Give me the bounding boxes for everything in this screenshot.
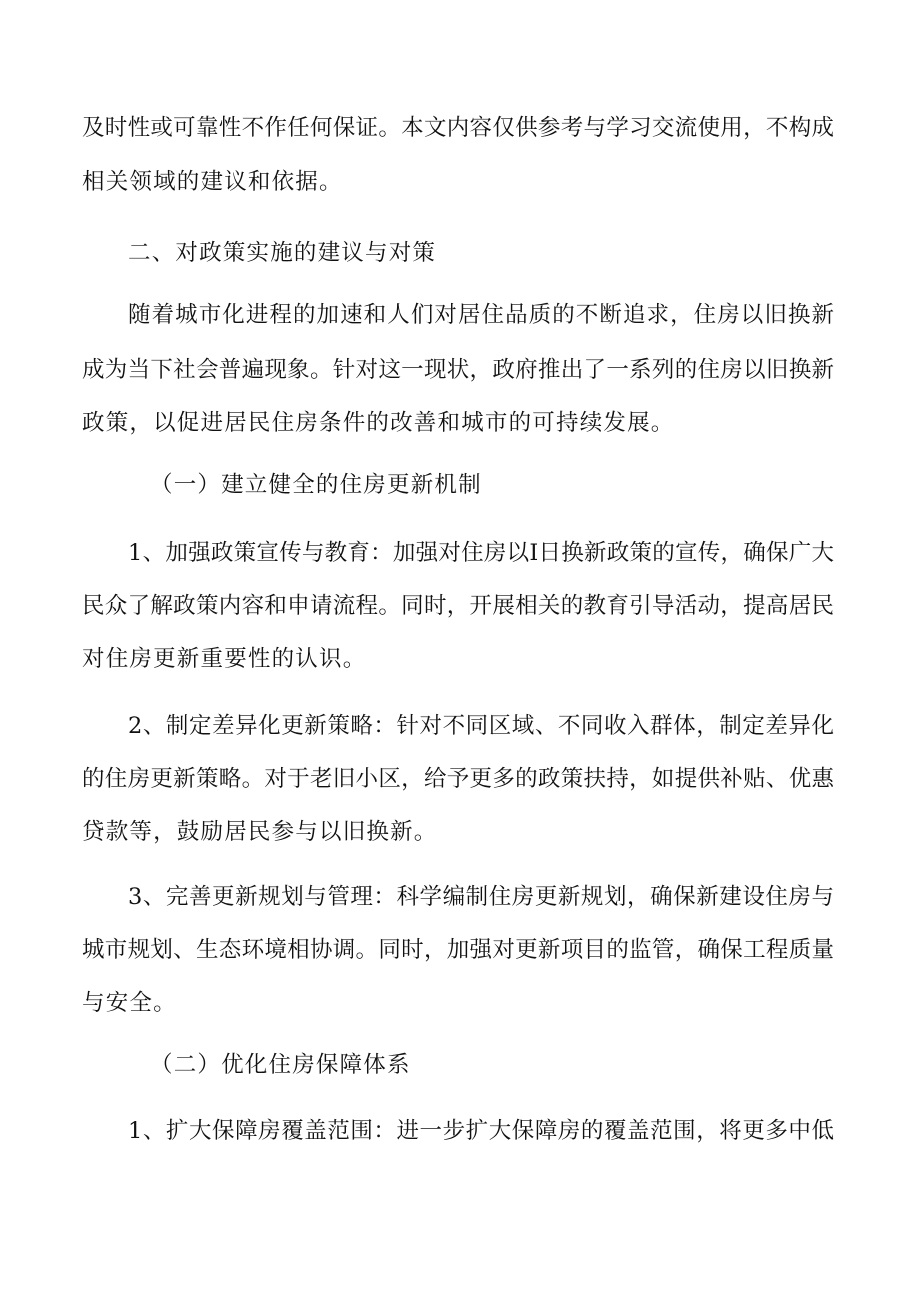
- intro-line-2: 成为当下社会普遍现象。针对这一现状，政府推出了一系列的住房以旧换新: [82, 357, 834, 383]
- intro-line-1: 随着城市化进程的加速和人们对居住品质的不断追求，住房以旧换新: [128, 302, 834, 328]
- item-1-1-line-2: 民众了解政策内容和申请流程。同时，开展相关的教育引导活动，提高居民: [82, 593, 834, 619]
- subsection-heading-2: （二）优化住房保障体系: [150, 1052, 411, 1078]
- item-1-3-line-2: 城市规划、生态环境相协调。同时，加强对更新项目的监管，确保工程质量: [82, 937, 834, 963]
- item-1-2-line-1: 2、制定差异化更新策略：针对不同区域、不同收入群体，制定差异化: [128, 713, 834, 739]
- item-1-1-line-3: 对住房更新重要性的认识。: [82, 646, 367, 672]
- disclaimer-line-2: 相关领域的建议和依据。: [82, 169, 343, 195]
- intro-line-3: 政策，以促进居民住房条件的改善和城市的可持续发展。: [82, 410, 675, 436]
- item-1-1-line-1: 1、加强政策宣传与教育：加强对住房以I日换新政策的宣传，确保广大: [128, 540, 834, 566]
- item-2-1-line-1: 1、扩大保障房覆盖范围：进一步扩大保障房的覆盖范围，将更多中低: [128, 1118, 834, 1144]
- item-1-3-line-1: 3、完善更新规划与管理：科学编制住房更新规划，确保新建设住房与: [128, 884, 834, 910]
- item-1-3-line-3: 与安全。: [82, 990, 177, 1016]
- item-1-2-line-3: 贷款等，鼓励居民参与以旧换新。: [82, 819, 438, 845]
- section-heading: 二、对政策实施的建议与对策: [128, 240, 437, 266]
- subsection-heading-1: （一）建立健全的住房更新机制: [150, 472, 482, 498]
- item-1-2-line-2: 的住房更新策略。对于老旧小区，给予更多的政策扶持，如提供补贴、优惠: [82, 766, 834, 792]
- disclaimer-line-1: 及时性或可靠性不作任何保证。本文内容仅供参考与学习交流使用，不构成: [82, 115, 834, 141]
